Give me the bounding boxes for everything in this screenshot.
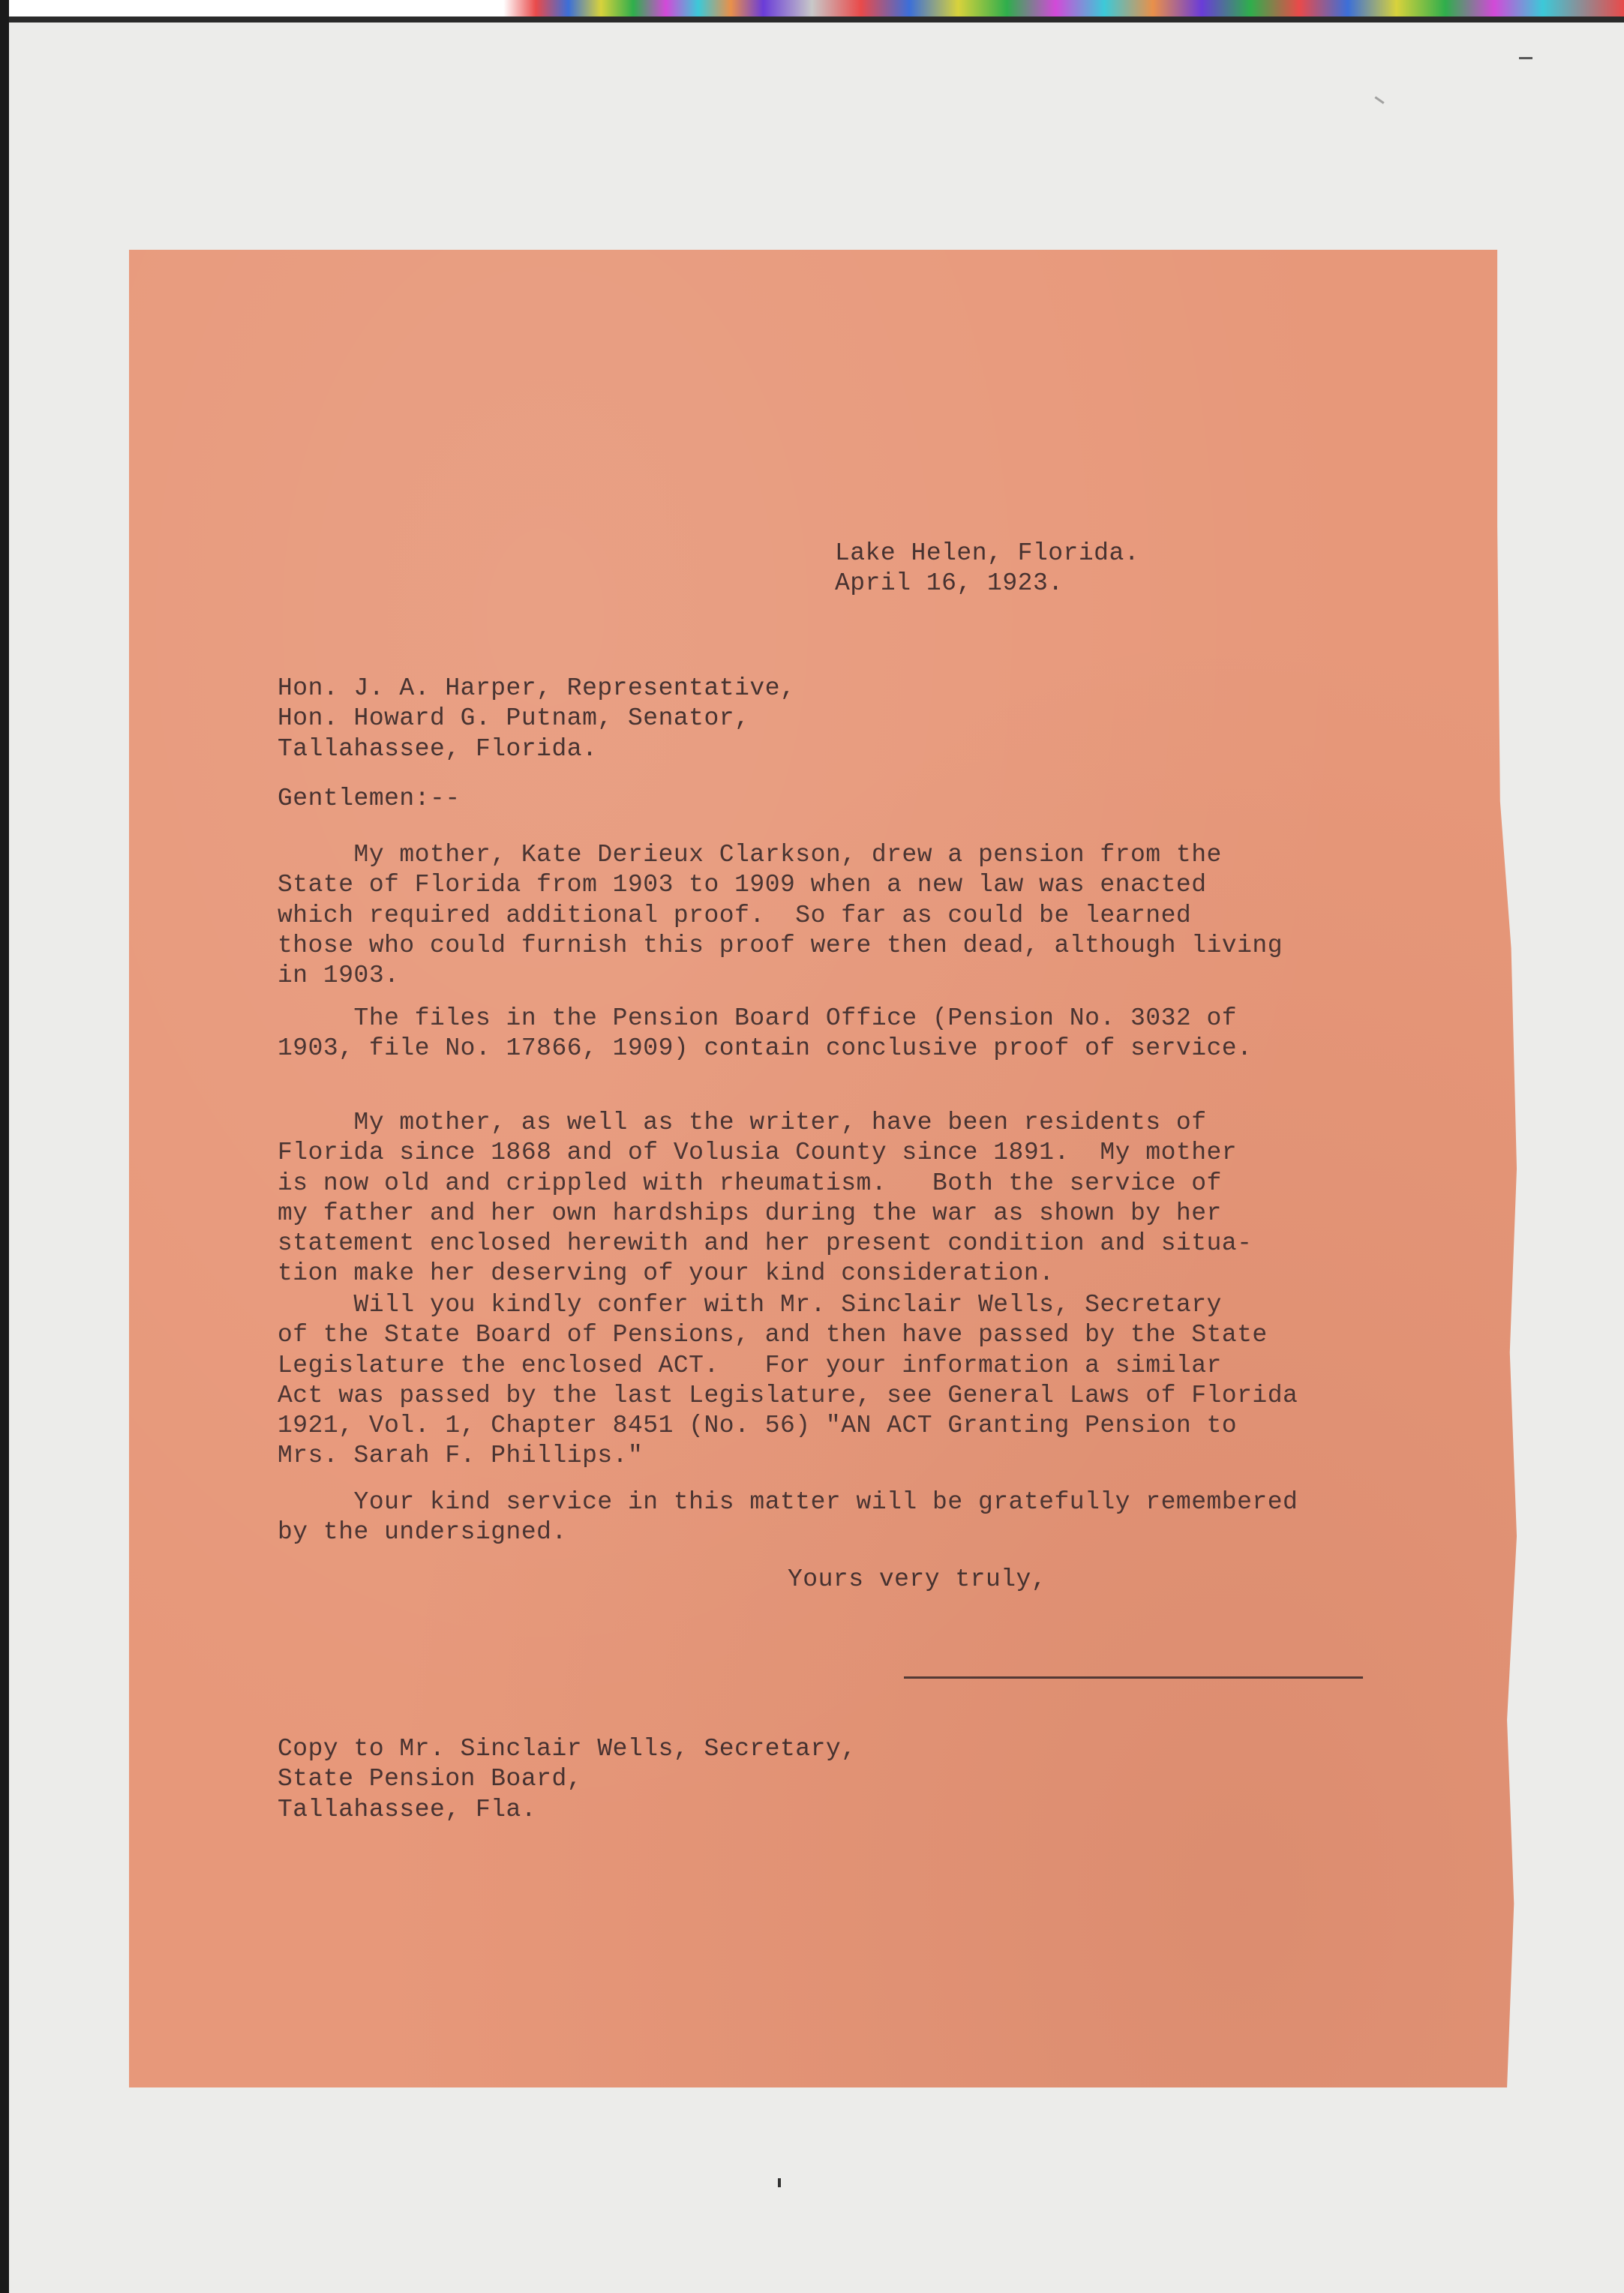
paragraph-line: My mother, Kate Derieux Clarkson, drew a pension from the — [278, 841, 1222, 869]
signature-line — [904, 1676, 1363, 1679]
scanner-color-strip — [0, 0, 1624, 17]
paragraph-line: Will you kindly confer with Mr. Sinclair Wells, Secretary — [278, 1291, 1222, 1319]
closing: Yours very truly, — [788, 1565, 1047, 1593]
paragraph-thanks — [278, 1487, 1298, 1548]
paragraph-pension-files — [278, 1004, 1252, 1064]
paragraph-residency — [278, 1108, 1252, 1289]
addressee-line: Hon. Howard G. Putnam, Senator, — [278, 704, 750, 733]
paragraph-line: of the State Board of Pensions, and then have passed by the State — [278, 1321, 1268, 1349]
paragraph-line: Act was passed by the last Legislature, see General Laws of Florida — [278, 1381, 1298, 1409]
scan-speck — [778, 2178, 781, 2187]
letter-date: April 16, 1923. — [835, 569, 1064, 598]
paragraph-line: statement enclosed herewith and her present condition and situa- — [278, 1229, 1253, 1257]
paragraph-line: Florida since 1868 and of Volusia County since 1891. My mother — [278, 1139, 1238, 1167]
paragraph-line: State of Florida from 1903 to 1909 when a new law was enacted — [278, 871, 1207, 899]
paragraph-line: Legislature the enclosed ACT. For your information a similar — [278, 1351, 1222, 1379]
letter-heading — [835, 539, 1139, 599]
addressee-line: Tallahassee, Florida. — [278, 734, 598, 763]
copy-to-line: Copy to Mr. Sinclair Wells, Secretary, — [278, 1735, 857, 1763]
copy-to-line: State Pension Board, — [278, 1765, 583, 1793]
copy-to-line: Tallahassee, Fla. — [278, 1795, 537, 1823]
paragraph-line: is now old and crippled with rheumatism. Both the service of — [278, 1169, 1222, 1197]
paragraph-request — [278, 1290, 1298, 1472]
paragraph-line: The files in the Pension Board Office (Pension No. 3032 of — [278, 1004, 1238, 1032]
paragraph-line: 1921, Vol. 1, Chapter 8451 (No. 56) "AN ACT Granting Pension to — [278, 1412, 1238, 1439]
paragraph-line: those who could furnish this proof were then dead, although living — [278, 931, 1283, 959]
paragraph-line: My mother, as well as the writer, have been residents of — [278, 1109, 1207, 1136]
letter-place: Lake Helen, Florida. — [835, 539, 1140, 567]
scan-speck — [1519, 57, 1532, 59]
paragraph-line: 1903, file No. 17866, 1909) contain conclusive proof of service. — [278, 1034, 1253, 1063]
scanner-left-edge — [0, 0, 9, 2293]
addressee-block — [278, 674, 795, 764]
copy-to-block — [278, 1734, 857, 1825]
paragraph-line: in 1903. — [278, 962, 400, 989]
paragraph-line: Mrs. Sarah F. Phillips." — [278, 1442, 644, 1470]
paragraph-line: tion make her deserving of your kind consideration. — [278, 1259, 1055, 1288]
scan-speck — [1374, 96, 1384, 104]
scanner-top-edge — [0, 17, 1624, 23]
paragraph-line: Your kind service in this matter will be gratefully remembered — [278, 1488, 1298, 1516]
addressee-line: Hon. J. A. Harper, Representative, — [278, 674, 796, 702]
paragraph-line: by the undersigned. — [278, 1518, 567, 1547]
paragraph-line: my father and her own hardships during the war as shown by her — [278, 1199, 1222, 1227]
paragraph-pension-history — [278, 840, 1283, 991]
salutation: Gentlemen:-- — [278, 785, 461, 812]
paragraph-line: which required additional proof. So far as could be learned — [278, 901, 1192, 929]
